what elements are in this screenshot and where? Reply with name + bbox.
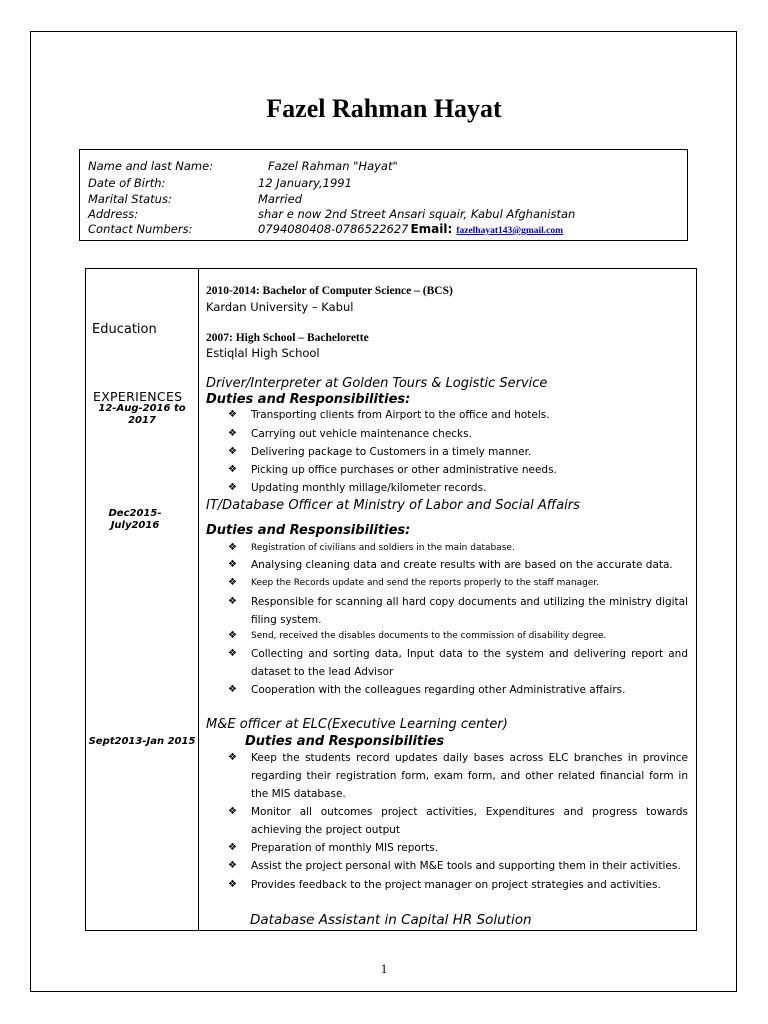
job-2-bullet: ❖ Keep the Records update and send the reports properly to the staff manager. bbox=[228, 574, 688, 592]
job-2-bullet: ❖ Send, received the disables documents to the commission of disability degree. bbox=[228, 627, 688, 645]
bullet-icon: ❖ bbox=[228, 428, 237, 439]
job-3-title: M&E officer at ELC(Executive Learning center) bbox=[206, 717, 508, 732]
job-2-bullet: ❖ Responsible for scanning all hard copy documents and utilizing the ministry digital filing system. bbox=[228, 593, 688, 629]
job-2-bullet: ❖ Registration of civilians and soldiers in the main database. bbox=[228, 539, 688, 557]
job-1-bullet: ❖ Delivering package to Customers in a timely manner. bbox=[228, 443, 688, 461]
bullet-icon: ❖ bbox=[228, 464, 237, 475]
info-label-address: Address: bbox=[88, 207, 139, 221]
info-value-name: Fazel Rahman "Hayat" bbox=[268, 159, 398, 173]
job-1-title: Driver/Interpreter at Golden Tours & Logistic Service bbox=[206, 376, 548, 391]
bullet-icon: ❖ bbox=[228, 860, 237, 871]
bullet-icon: ❖ bbox=[228, 596, 237, 607]
info-value-address: shar e now 2nd Street Ansari squair, Kabul Afghanistan bbox=[258, 207, 576, 221]
job-3-bullet: ❖ Monitor all outcomes project activities, Expenditures and progress towards achieving the project output bbox=[228, 803, 688, 839]
bullet-icon: ❖ bbox=[228, 577, 237, 588]
info-value-contact bbox=[258, 221, 563, 237]
job-2-bullet: ❖ Cooperation with the colleagues regarding other Administrative affairs. bbox=[228, 681, 688, 699]
info-label-contact: Contact Numbers: bbox=[88, 222, 193, 236]
bullet-icon: ❖ bbox=[228, 752, 237, 763]
bullet-icon: ❖ bbox=[228, 879, 237, 890]
education-1-place: Kardan University – Kabul bbox=[206, 300, 354, 314]
job-2-bullet: ❖ Collecting and sorting data, Input data to the system and delivering report and dataset to the lead Advisor bbox=[228, 645, 688, 681]
job-1-bullet: ❖ Transporting clients from Airport to the office and hotels. bbox=[228, 406, 688, 424]
bullet-icon: ❖ bbox=[228, 630, 237, 641]
job-3-bullet: ❖ Preparation of monthly MIS reports. bbox=[228, 839, 688, 857]
job-1-bullet: ❖ Carrying out vehicle maintenance checks. bbox=[228, 425, 688, 443]
info-label-dob: Date of Birth: bbox=[88, 176, 166, 190]
bullet-icon: ❖ bbox=[228, 842, 237, 853]
education-2-place: Estiqlal High School bbox=[206, 346, 320, 360]
job-1-dates: 12-Aug-2016 to 2017 bbox=[98, 403, 186, 426]
info-label-marital: Marital Status: bbox=[88, 192, 172, 206]
job-1-bullet: ❖ Updating monthly millage/kilometer records. bbox=[228, 479, 688, 497]
bullet-icon: ❖ bbox=[228, 559, 237, 570]
personal-info-box bbox=[79, 149, 688, 241]
job-1-bullet: ❖ Picking up office purchases or other administrative needs. bbox=[228, 461, 688, 479]
info-label-name: Name and last Name: bbox=[88, 159, 214, 173]
job-2-title: IT/Database Officer at Ministry of Labor and Social Affairs bbox=[206, 498, 580, 513]
job-3-bullet: ❖ Keep the students record updates daily bases across ELC branches in province regarding their registration form, exam form, and other related financial form in the MIS database. bbox=[228, 749, 688, 803]
email-link[interactable]: fazelhayat143@gmail.com bbox=[456, 226, 564, 236]
column-divider bbox=[198, 268, 199, 931]
bullet-icon: ❖ bbox=[228, 446, 237, 457]
job-2-dates: Dec2015-July2016 bbox=[108, 508, 162, 531]
job-1-duties-label: Duties and Responsibilities: bbox=[206, 392, 411, 407]
education-1-title: 2010-2014: Bachelor of Computer Science – (BCS) bbox=[206, 285, 453, 297]
education-2-title: 2007: High School – Bachelorette bbox=[206, 332, 369, 344]
job-3-bullet: ❖ Provides feedback to the project manager on project strategies and activities. bbox=[228, 876, 688, 894]
bullet-icon: ❖ bbox=[228, 806, 237, 817]
job-2-duties-label: Duties and Responsibilities: bbox=[206, 523, 411, 538]
page-number: 1 bbox=[380, 961, 388, 976]
bullet-icon: ❖ bbox=[228, 542, 237, 553]
job-3-dates: Sept2013-Jan 2015 bbox=[88, 736, 196, 747]
bullet-icon: ❖ bbox=[228, 684, 237, 695]
bullet-icon: ❖ bbox=[228, 482, 237, 493]
info-value-dob: 12 January,1991 bbox=[258, 176, 352, 190]
education-heading: Education bbox=[92, 322, 157, 337]
experiences-heading: EXPERIENCES bbox=[93, 389, 183, 404]
info-value-marital: Married bbox=[258, 192, 302, 206]
job-3-bullet: ❖ Assist the project personal with M&E tools and supporting them in their activities. bbox=[228, 857, 688, 875]
contact-numbers: 0794080408-0786522627 bbox=[258, 222, 409, 236]
job-2-bullet: ❖ Analysing cleaning data and create results with are based on the accurate data. bbox=[228, 556, 688, 574]
resume-name-title: Fazel Rahman Hayat bbox=[266, 94, 502, 123]
bullet-icon: ❖ bbox=[228, 648, 237, 659]
email-label: Email: bbox=[410, 222, 453, 236]
job-3-duties-label: Duties and Responsibilities bbox=[245, 734, 445, 749]
bullet-icon: ❖ bbox=[228, 409, 237, 420]
job-4-title: Database Assistant in Capital HR Solution bbox=[250, 912, 532, 928]
